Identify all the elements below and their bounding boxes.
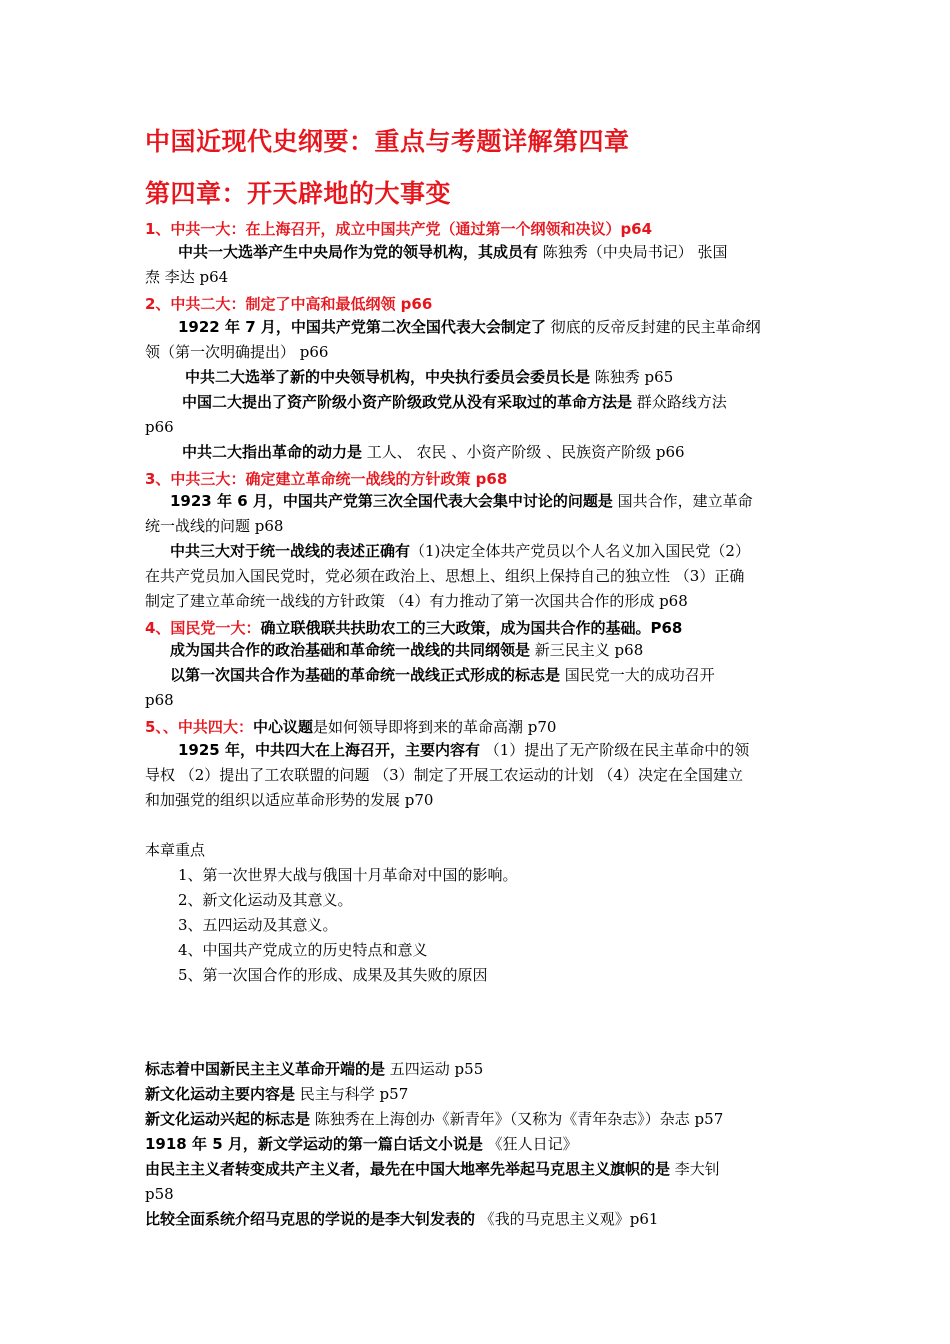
chapter-title: 第四章：开天辟地的大事变 (145, 179, 452, 208)
question-text: 标志着中国新民主主义革命开端的是 (145, 1060, 386, 1078)
answer-text: 民主与科学 p57 (295, 1085, 409, 1103)
answer-text: （1)决定全体共产党员以个人名义加入国民党（2） (410, 542, 750, 560)
question-text: 中共二大选举了新的中央领导机构，中央执行委员会委员长是 (185, 368, 591, 386)
section-2-q2 (185, 365, 673, 389)
answer-text: 彻底的反帝反封建的民主革命纲 (545, 318, 761, 336)
section-2-q1-cont: 领（第一次明确提出） p66 (145, 343, 329, 361)
question-text: 中国二大提出了资产阶级小资产阶级政党从没有采取过的革命方法是 (182, 393, 633, 411)
section-5-heading-rest: 是如何领导即将到来的革命高潮 p70 (312, 718, 557, 736)
qa-line-2 (145, 1082, 408, 1106)
section-2-q1 (178, 315, 761, 339)
key-point-item: 3、五四运动及其意义。 (178, 916, 338, 934)
question-text: 1918 年 5 月，新文学运动的第一篇白话文小说是 (145, 1135, 483, 1153)
section-5-q (178, 738, 749, 762)
section-1-q-cont: 焘 李达 p64 (145, 268, 229, 286)
section-2-q3-cont: p66 (145, 418, 174, 436)
answer-text: 新三民主义 p68 (530, 641, 644, 659)
question-text: 新文化运动兴起的标志是 (145, 1110, 311, 1128)
question-text: 1925 年，中共四大在上海召开，主要内容有 (178, 741, 480, 759)
key-point-item: 1、第一次世界大战与俄国十月革命对中国的影响。 (178, 866, 518, 884)
section-2-q3 (182, 390, 727, 414)
section-3-q1 (170, 489, 753, 513)
answer-text: 《我的马克思主义观》p61 (475, 1210, 659, 1228)
section-4-heading (145, 617, 682, 638)
question-text: 成为国共合作的政治基础和革命统一战线的共同纲领是 (170, 641, 531, 659)
section-4-q1 (170, 638, 643, 662)
qa-line-4 (145, 1132, 578, 1156)
question-text: 1923 年 6 月，中国共产党第三次全国代表大会集中讨论的问题是 (170, 492, 613, 510)
qa-line-1 (145, 1057, 483, 1081)
section-5-q-cont2: 和加强党的组织以适应革命形势的发展 p70 (145, 791, 434, 809)
section-4-q2-cont: p68 (145, 691, 174, 709)
section-4-q2 (170, 663, 715, 687)
key-point-item: 5、第一次国合作的形成、成果及其失败的原因 (178, 966, 488, 984)
answer-text: 陈独秀（中央局书记） 张国 (538, 243, 728, 261)
section-5-heading-black: 中心议题 (252, 718, 313, 736)
answer-text: 群众路线方法 (632, 393, 727, 411)
question-text: 中共二大指出革命的动力是 (182, 443, 363, 461)
qa-line-5 (145, 1157, 720, 1181)
answer-text: 国民党一大的成功召开 (560, 666, 715, 684)
key-points-title: 本章重点 (145, 841, 206, 859)
section-3-q1-cont: 统一战线的问题 p68 (145, 517, 284, 535)
key-point-item: 4、中国共产党成立的历史特点和意义 (178, 941, 428, 959)
question-text: 新文化运动主要内容是 (145, 1085, 296, 1103)
answer-text: 工人、 农民 、小资产阶级 、民族资产阶级 p66 (362, 443, 685, 461)
question-text: 1922 年 7 月，中国共产党第二次全国代表大会制定了 (178, 318, 546, 336)
answer-text: 陈独秀 p65 (590, 368, 674, 386)
section-4-heading-black: 确立联俄联共扶助农工的三大政策，成为国共合作的基础。P68 (260, 619, 683, 637)
question-text: 以第一次国共合作为基础的革命统一战线正式形成的标志是 (170, 666, 561, 684)
section-3-q2 (170, 539, 750, 563)
section-5-heading (145, 716, 556, 737)
key-point-item: 2、新文化运动及其意义。 (178, 891, 353, 909)
qa-line-6 (145, 1207, 658, 1231)
qa-line-5-cont: p58 (145, 1185, 174, 1203)
question-text: 由民主主义者转变成共产主义者，最先在中国大地率先举起马克思主义旗帜的是 (145, 1160, 671, 1178)
answer-text: （1）提出了无产阶级在民主革命中的领 (479, 741, 750, 759)
document-title: 中国近现代史纲要：重点与考题详解第四章 (145, 127, 630, 156)
question-text: 中共三大对于统一战线的表述正确有 (170, 542, 411, 560)
section-3-q2-cont1: 在共产党员加入国民党时，党必须在政治上、思想上、组织上保持自己的独立性 （3）正确 (145, 567, 745, 585)
section-1-q (178, 240, 728, 264)
answer-text: 《狂人日记》 (482, 1135, 578, 1153)
section-3-heading: 3、中共三大：确定建立革命统一战线的方针政策 p68 (145, 470, 508, 488)
section-5-q-cont1: 导权 （2）提出了工农联盟的问题 （3）制定了开展工农运动的计划 （4）决定在全国建立 (145, 766, 743, 784)
section-2-heading: 2、中共二大：制定了中高和最低纲领 p66 (145, 295, 433, 313)
qa-line-3 (145, 1107, 723, 1131)
section-3-q2-cont2: 制定了建立革命统一战线的方针政策 （4）有力推动了第一次国共合作的形成 p68 (145, 592, 688, 610)
answer-text: 五四运动 p55 (385, 1060, 484, 1078)
answer-text: 陈独秀在上海创办《新青年》（又称为《青年杂志》）杂志 p57 (310, 1110, 724, 1128)
section-2-q4 (182, 440, 685, 464)
section-4-heading-red: 4、国民党一大： (145, 619, 261, 637)
question-text: 中共一大选举产生中央局作为党的领导机构，其成员有 (178, 243, 539, 261)
section-5-heading-red: 5、、中共四大： (145, 718, 253, 736)
section-1-heading: 1、中共一大：在上海召开，成立中国共产党（通过第一个纲领和决议）p64 (145, 220, 653, 238)
question-text: 比较全面系统介绍马克思的学说的是李大钊发表的 (145, 1210, 476, 1228)
answer-text: 李大钊 (670, 1160, 720, 1178)
answer-text: 国共合作，建立革命 (612, 492, 753, 510)
